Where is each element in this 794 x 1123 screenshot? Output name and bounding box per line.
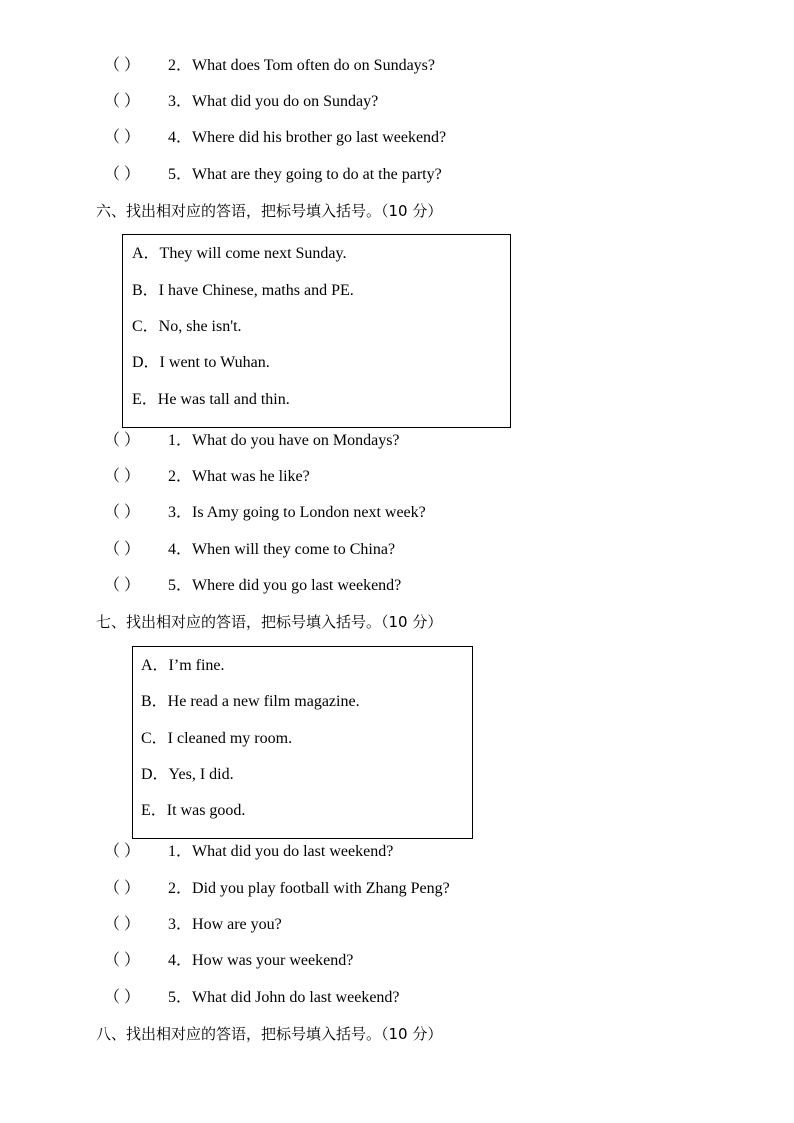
question-number: 5． [168,577,193,594]
answer-blank[interactable]: （ ） [104,129,141,146]
answer-blank[interactable]: （ ） [104,57,141,74]
answer-blank[interactable]: （ ） [104,577,141,594]
answer-blank[interactable]: （ ） [104,541,141,558]
answer-options-box [132,646,473,839]
question-number: 2． [168,880,193,897]
question-row [104,163,442,187]
question-number: 5． [168,166,193,183]
question-text: What do you have on Mondays? [192,432,400,449]
question-row [104,54,435,78]
question-row [104,986,400,1010]
question-text: Did you play football with Zhang Peng? [192,880,450,897]
question-row [104,90,378,114]
section-heading-8: 八、找出相对应的答语，把标号填入括号。（10 分） [96,1025,443,1043]
question-row [104,538,395,562]
question-row [104,949,353,973]
answer-blank[interactable]: （ ） [104,504,141,521]
question-row [104,840,393,864]
answer-option: B．He read a new film magazine. [141,693,360,710]
answer-blank[interactable]: （ ） [104,93,141,110]
question-text: What does Tom often do on Sundays? [192,57,436,74]
question-number: 2． [168,468,193,485]
question-number: 3． [168,916,193,933]
answer-option: A．They will come next Sunday. [132,245,347,262]
answer-option: C．I cleaned my room. [141,730,293,747]
section-heading-6: 六、找出相对应的答语，把标号填入括号。（10 分） [96,202,443,220]
answer-blank[interactable]: （ ） [104,916,141,933]
answer-blank[interactable]: （ ） [104,166,141,183]
question-text: What did you do last weekend? [192,843,394,860]
question-number: 3． [168,93,193,110]
question-row [104,465,310,489]
question-text: Where did his brother go last weekend? [192,129,447,146]
section-heading-7: 七、找出相对应的答语，把标号填入括号。（10 分） [96,613,443,631]
answer-blank[interactable]: （ ） [104,468,141,485]
question-text: What was he like? [192,468,310,485]
question-row [104,877,450,901]
question-text: What did John do last weekend? [192,989,400,1006]
answer-option: E．It was good. [141,802,246,819]
question-number: 1． [168,843,193,860]
question-number: 2． [168,57,193,74]
answer-blank[interactable]: （ ） [104,880,141,897]
answer-option: E．He was tall and thin. [132,391,290,408]
question-row [104,574,401,598]
question-number: 3． [168,504,193,521]
question-text: How are you? [192,916,282,933]
question-number: 5． [168,989,193,1006]
question-text: What did you do on Sunday? [192,93,379,110]
question-number: 1． [168,432,193,449]
answer-blank[interactable]: （ ） [104,843,141,860]
answer-blank[interactable]: （ ） [104,432,141,449]
answer-option: D．I went to Wuhan. [132,354,270,371]
question-text: Is Amy going to London next week? [192,504,426,521]
question-row [104,429,400,453]
question-text: What are they going to do at the party? [192,166,442,183]
answer-blank[interactable]: （ ） [104,952,141,969]
question-text: Where did you go last weekend? [192,577,402,594]
answer-option: C．No, she isn't. [132,318,242,335]
question-row [104,501,426,525]
answer-options-box [122,234,511,428]
answer-blank[interactable]: （ ） [104,989,141,1006]
question-row [104,126,446,150]
question-number: 4． [168,952,193,969]
question-number: 4． [168,541,193,558]
answer-option: A．I’m fine. [141,657,225,674]
question-text: How was your weekend? [192,952,354,969]
question-number: 4． [168,129,193,146]
answer-option: D．Yes, I did. [141,766,234,783]
question-text: When will they come to China? [192,541,396,558]
question-row [104,913,282,937]
answer-option: B．I have Chinese, maths and PE. [132,282,354,299]
